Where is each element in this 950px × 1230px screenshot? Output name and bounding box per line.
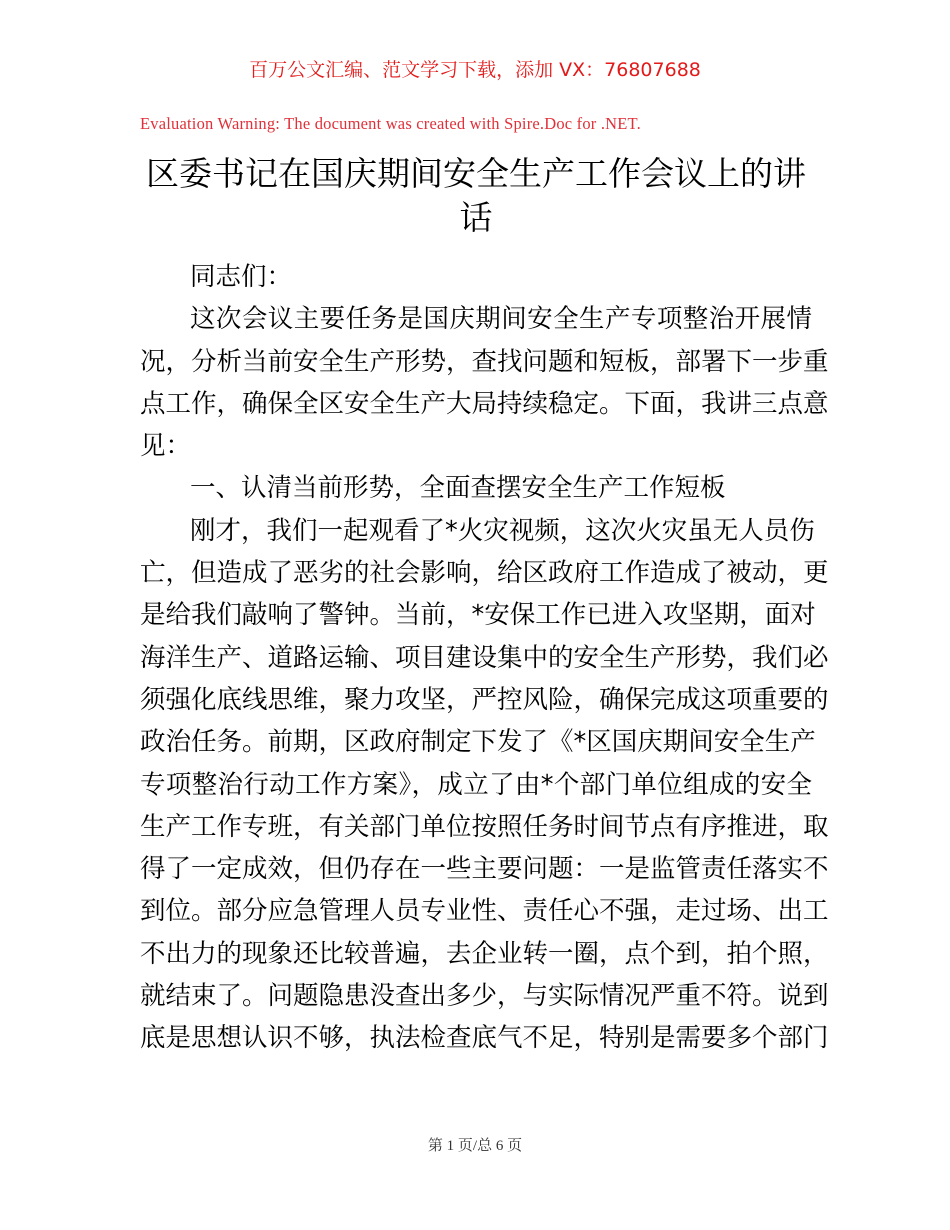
paragraph-line: 海洋生产、道路运输、项目建设集中的安全生产形势，我们必 <box>140 642 829 673</box>
paragraph-line: 须强化底线思维，聚力攻坚，严控风险，确保完成这项重要的 <box>140 684 829 715</box>
page-indicator: 第 1 页/总 6 页 <box>427 1138 523 1154</box>
paragraph-line: 亡，但造成了恶劣的社会影响，给区政府工作造成了被动，更 <box>140 558 829 589</box>
paragraph-line: 底是思想认识不够，执法检查底气不足，特别是需要多个部门 <box>140 1023 829 1054</box>
paragraph-line: 是给我们敲响了警钟。当前，*安保工作已进入攻坚期，面对 <box>140 600 816 631</box>
paragraph-line: 政治任务。前期，区政府制定下发了《*区国庆期间安全生产 <box>140 727 816 758</box>
paragraph-line: 生产工作专班，有关部门单位按照任务时间节点有序推进，取 <box>140 811 829 842</box>
section-heading: 一、认清当前形势，全面查摆安全生产工作短板 <box>190 473 726 504</box>
paragraph-line: 专项整治行动工作方案》，成立了由*个部门单位组成的安全 <box>140 769 812 800</box>
header-banner: 百万公文汇编、范文学习下载，添加 VX：76807688 <box>249 59 701 81</box>
paragraph-line: 得了一定成效，但仍存在一些主要问题：一是监管责任落实不 <box>140 854 829 885</box>
paragraph-line: 况，分析当前安全生产形势，查找问题和短板，部署下一步重 <box>140 346 829 377</box>
salutation: 同志们： <box>190 262 293 292</box>
paragraph-line: 到位。部分应急管理人员专业性、责任心不强，走过场、出工 <box>140 896 829 927</box>
title-line: 话 <box>459 198 493 237</box>
paragraph-line: 刚才，我们一起观看了*火灾视频，这次火灾虽无人员伤 <box>190 515 815 546</box>
document-body <box>140 256 829 1060</box>
paragraph-line: 点工作，确保全区安全生产大局持续稳定。下面，我讲三点意 <box>140 388 829 419</box>
paragraph-line: 见： <box>140 431 192 462</box>
document-title <box>140 152 812 240</box>
paragraph-line: 就结束了。问题隐患没查出多少，与实际情况严重不符。说到 <box>140 981 829 1012</box>
title-line: 区委书记在国庆期间安全生产工作会议上的讲 <box>146 154 806 193</box>
evaluation-warning: Evaluation Warning: The document was created with Spire.Doc for .NET. <box>140 114 641 133</box>
paragraph-line: 不出力的现象还比较普遍，去企业转一圈，点个到，拍个照， <box>140 938 829 969</box>
paragraph-line: 这次会议主要任务是国庆期间安全生产专项整治开展情 <box>190 304 812 335</box>
